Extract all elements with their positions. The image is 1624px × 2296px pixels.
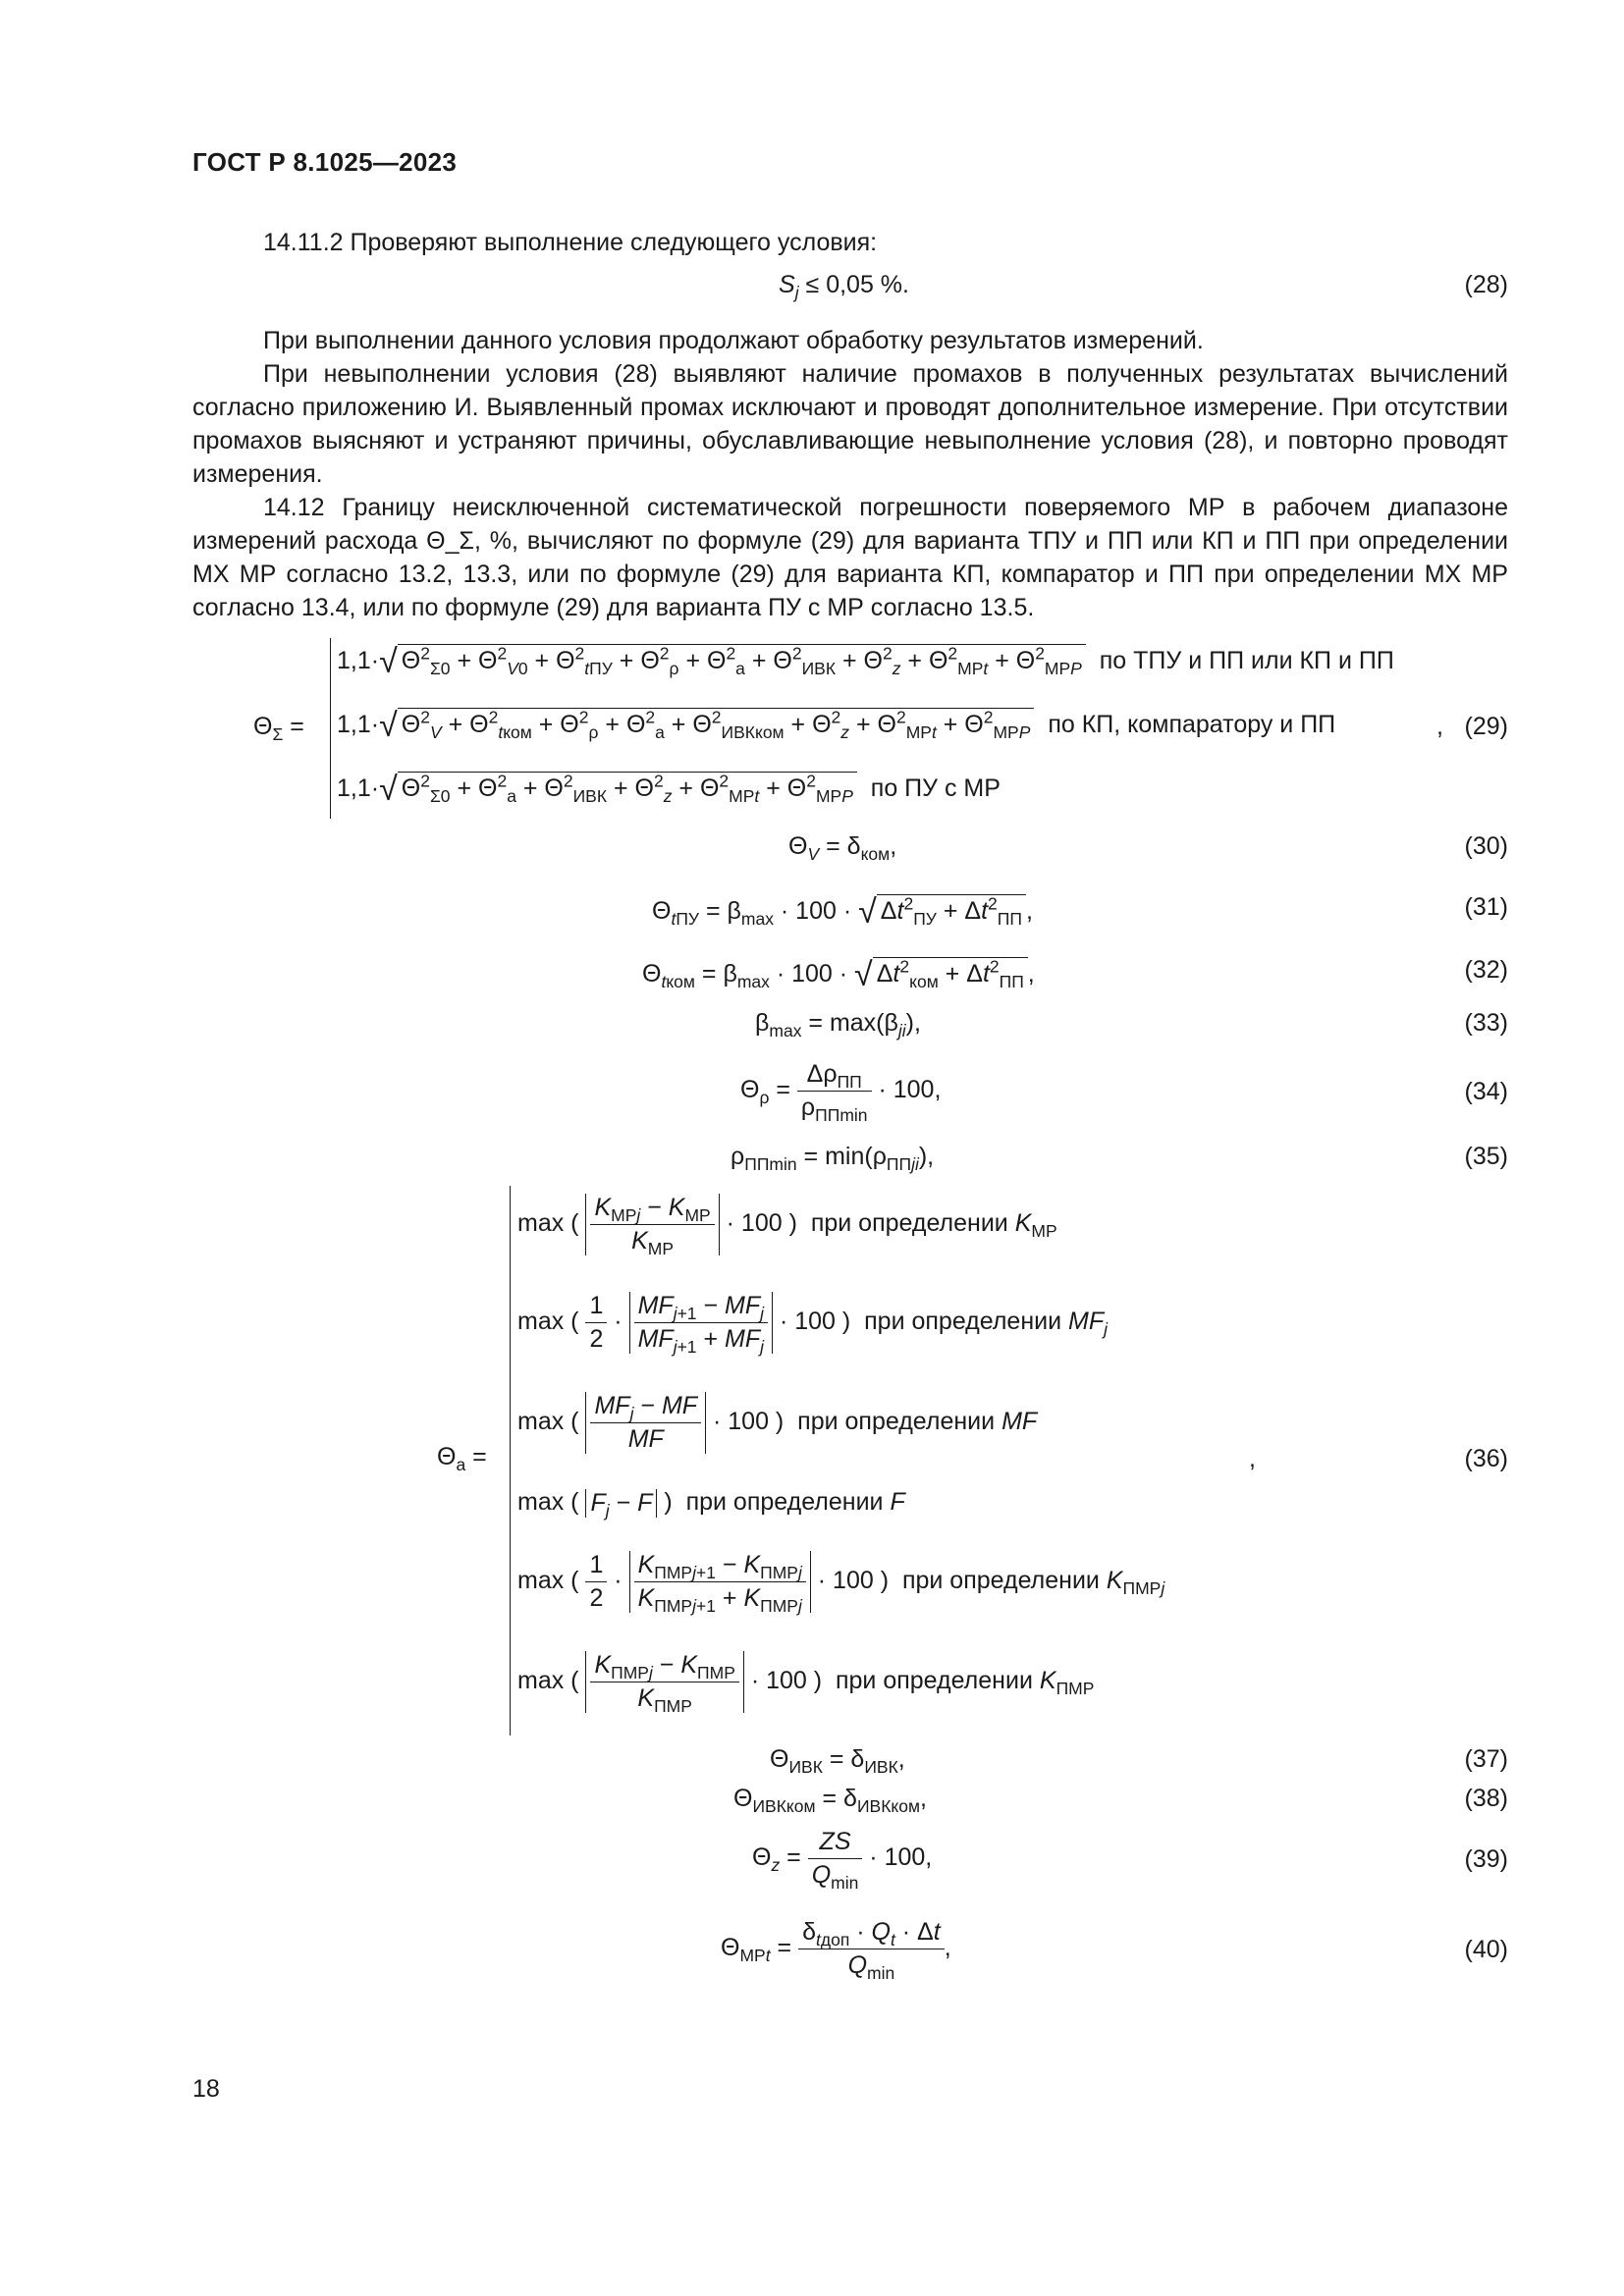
equation-number: (40) [1464,1936,1508,1963]
equation-38: $\Theta_{ИВКком} = \delta_{ИВКком}$, (38) [733,1785,1508,1816]
equation-32: $\Theta_{tком} = \beta_{max} \cdot 100$ · √ $\Delta t^2_{ком} + \Delta t^2_{ПП}$ , (32) [642,956,1508,993]
equation-39: $\Theta_z$ = $\frac{ZS}{Q_{min}}$ · 100, (39) [752,1828,1508,1893]
equation-number: (30) [1464,832,1508,860]
equation-number: (38) [1464,1785,1508,1812]
equation-number: (33) [1464,1009,1508,1037]
document-page: ГОСТ Р 8.1025—2023 14.11.2 Проверяют выполнение следующего условия: $S_j \le 0,05$ %. (28) При выполнении данного условия продолжают обработку результатов измерений. При невыполнении условия (28) выявляют наличие промахов в полученных результатах вычислений согласно приложению И. Выявленный промах исключают и проводят дополнительное измерение. При отсутствии промахов выясняют и устраняют причины, обуславливающие невыполнение условия (28), и повторно проводят измерения. 14.12 Границу неисключенной систематической погрешности поверяемого МР в рабочем диапазоне измерений расхода Θ_Σ, %, вычисляют по формуле (29) для варианта ТПУ и ПП или КП и ПП при определении МХ МР согласно 13.2, 13.3, или по формуле (29) для варианта КП, компаратор и ПП при определении МХ МР согласно 13.4, или по формуле (29) для варианта ПУ с МР согласно 13.5. $\Theta_\Sigma$ = 1,1·√ $\Theta^2_{\Sigma 0} + \Theta^2_{V0} + \Theta^2_{tПУ} + \Theta^2_\rho + \Theta^2_a + \Theta^2_{ИВК} + \Theta^2_z + \Theta^2_{МРt} + \Theta^2_{МРP}$ по ТПУ и ПП или КП и ПП 1,1·√ $\Theta^2_V + \Theta^2_{tком} + \Theta^2_\rho + \Theta^2_a + \Theta^2_{ИВКком} + \Theta^2_z + \Theta^2_{МРt} + \Theta^2_{МРP}$ по КП, компаратору и ПП 1,1·√ $\Theta^2_{\Sigma 0} + \Theta^2_a + \Theta^2_{ИВК} + \Theta^2_z + \Theta^2_{МРt} + \Theta^2_{МРP}$ по ПУ с МР , (29) $\Theta_V = \delta_{ком}$, (30) $\Theta_{tПУ} = \beta_{max} \cdot 100$ · √ $\Delta t^2_{ПУ} + \Delta t^2_{ПП}$ , (31) $\Theta_{tком} = \beta_{max} \cdot 100$ · √ $\Delta t^2_{ком} + \Delta t^2_{ПП}$ , (32) $\beta_{max} = \max(\beta_{ji})$, (33) $\Theta_\rho$ = $\frac{\Delta\rho_{ПП}}{\rho_{ППmin}}$ · 100, (34) $\rho_{ППmin} = \min(\rho_{ППji})$, (35) $\Theta_a$ = max ( $\frac{K_{МРj} - K_{МР}}{K_{МР}}$ · 100 ) при определении $K_{МР}$ max ( $\frac{1}{2}$ · $\frac{MF_{j+1} - MF_j}{MF_{j+1} + MF_j}$ · 100 ) при определении $MF_j$ max ( $\frac{MF_j - MF}{MF}$ · 100 ) при определении MF max ( $F_j - F$ ) при определении F max ( $\frac{1}{2}$ · $\frac{K_{ПМРj+1} - K_{ПМРj}}{K_{ПМРj+1} + K_{ПМРj}}$ · 100 ) при определении $K_{ПМРj}$ max ( $\frac{K_{ПМРj} - K_{ПМР}}{K_{ПМР}}$ · 100 ) при определении $K_{ПМР}$ , (36) $\Theta_{ИВК} = \delta_{ИВК}$, (37) $\Theta_{ИВКком} = \delta_{ИВКком}$, (38) $\Theta_z$ = $\frac{ZS}{Q_{min}}$ · 100, (39) $\Theta_{МРt}$ = $\frac{\delta_{tдоп} \cdot Q_t \cdot \Delta t}{Q_{min}}$ , (40) 18 [0,0,1624,2296]
equation-number: (29) [1464,713,1508,740]
equation-number: (37) [1464,1745,1508,1773]
equation-number: (34) [1464,1078,1508,1105]
equation-number: (28) [1464,271,1508,298]
system-brace [330,638,331,819]
equation-number: (31) [1464,893,1508,921]
equation-35: $\rho_{ППmin} = \min(\rho_{ППji})$, (35) [731,1143,1508,1174]
system-brace [510,1186,511,1735]
equation-number: (35) [1464,1143,1508,1170]
equation-31: $\Theta_{tПУ} = \beta_{max} \cdot 100$ · √ $\Delta t^2_{ПУ} + \Delta t^2_{ПП}$ , (31) [652,893,1508,931]
equation-34: $\Theta_\rho$ = $\frac{\Delta\rho_{ПП}}{\rho_{ППmin}}$ · 100, (34) [740,1060,1508,1125]
equation-28: $S_j \le 0,05$ %. (28) [779,271,1508,302]
equation-number: (39) [1464,1845,1508,1873]
paragraph-condition-not-met: При невыполнении условия (28) выявляют наличие промахов в полученных результатах вычислений согласно приложению И. Выявленный промах исключают и проводят дополнительное измерение. При отсутствии промахов выясняют и устраняют причины, обуславливающие невыполнение условия (28), и повторно проводят измерения. [192,360,1508,488]
equation-33: $\beta_{max} = \max(\beta_{ji})$, (33) [755,1009,1508,1041]
equation-40: $\Theta_{МРt}$ = $\frac{\delta_{tдоп} \cdot Q_t \cdot \Delta t}{Q_{min}}$ , (40) [721,1918,1508,1983]
paragraph-14-11-2: 14.11.2 Проверяют выполнение следующего условия: [263,229,878,256]
equation-number: (36) [1464,1445,1508,1472]
paragraph-condition-met: При выполнении данного условия продолжают обработку результатов измерений. [263,327,1204,354]
page-number: 18 [192,2075,220,2103]
document-header: ГОСТ Р 8.1025—2023 [192,147,458,177]
equation-30: $\Theta_V = \delta_{ком}$, (30) [788,832,1508,864]
equation-37: $\Theta_{ИВК} = \delta_{ИВК}$, (37) [770,1745,1508,1777]
paragraph-14-12: 14.12 Границу неисключенной систематической погрешности поверяемого МР в рабочем диапазоне измерений расхода Θ_Σ, %, вычисляют по формуле (29) для варианта ТПУ и ПП или КП и ПП при определении МХ МР согласно 13.2, 13.3, или по формуле (29) для варианта КП, компаратор и ПП при определении МХ МР согласно 13.4, или по формуле (29) для варианта ПУ с МР согласно 13.5. [192,494,1508,621]
equation-number: (32) [1464,956,1508,984]
